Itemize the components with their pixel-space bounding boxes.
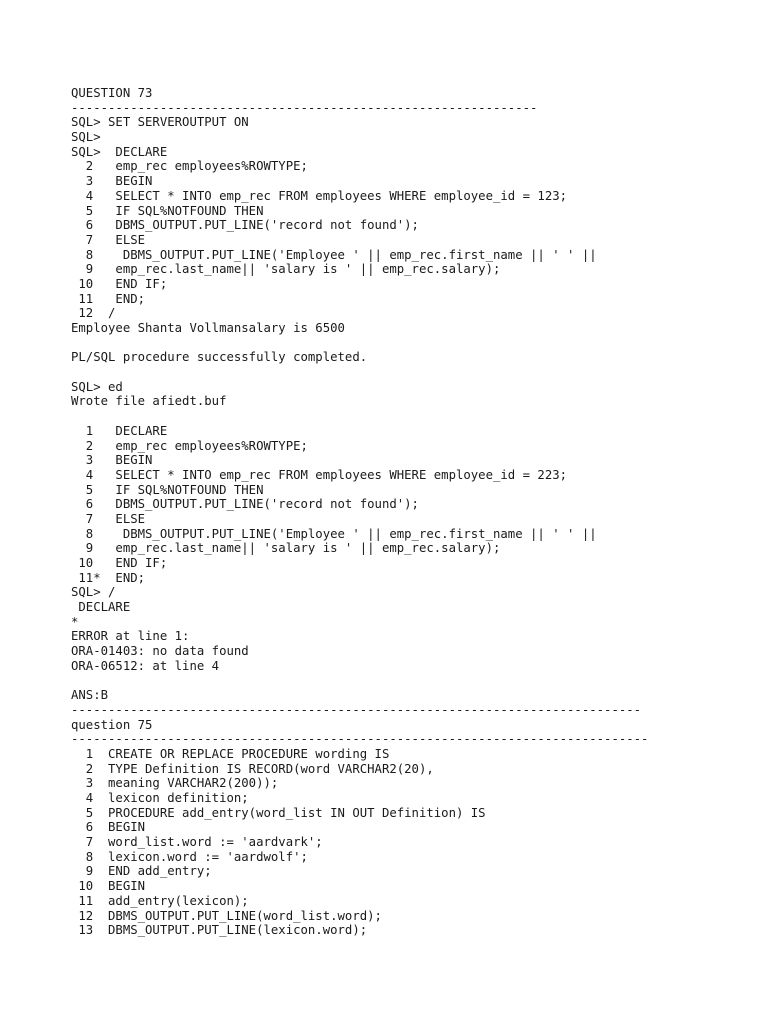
blank-line xyxy=(71,674,761,689)
text-line: Employee Shanta Vollmansalary is 6500 xyxy=(71,321,345,335)
text-line: 8 DBMS_OUTPUT.PUT_LINE('Employee ' || emp_rec.first_name || ' ' || xyxy=(71,247,597,262)
text-line: 11 add_entry(lexicon); xyxy=(71,893,249,908)
text-line: ANS:B xyxy=(71,688,109,703)
text-line: 9 emp_rec.last_name|| 'salary is ' || emp_rec.salary); xyxy=(71,541,501,556)
text-line: 11 END; xyxy=(71,291,146,306)
text-line: 5 IF SQL%NOTFOUND THEN xyxy=(71,482,264,497)
text-line: QUESTION 73 xyxy=(71,86,153,100)
text-line: --------------------------------------------------------------- xyxy=(71,100,538,115)
text-line: SQL> DECLARE xyxy=(71,144,168,159)
text-line: 7 ELSE xyxy=(71,511,146,526)
text-line: 1 CREATE OR REPLACE PROCEDURE wording IS xyxy=(71,746,390,761)
text-line: ----------------------------------------------------------------------------- xyxy=(71,702,642,717)
text-line: 6 DBMS_OUTPUT.PUT_LINE('record not found'); xyxy=(71,497,419,512)
text-line: 5 PROCEDURE add_entry(word_list IN OUT Definition) IS xyxy=(71,805,486,820)
text-line: ORA-01403: no data found xyxy=(71,644,249,659)
text-line: 10 BEGIN xyxy=(71,879,146,894)
text-line: 12 / xyxy=(71,306,116,321)
text-line: ERROR at line 1: xyxy=(71,629,190,644)
text-line: 2 TYPE Definition IS RECORD(word VARCHAR2(20), xyxy=(71,761,434,776)
text-line: 3 BEGIN xyxy=(71,174,153,189)
text-line: ------------------------------------------------------------------------------ xyxy=(71,732,649,747)
text-line: 10 END IF; xyxy=(71,556,168,570)
text-line: 8 lexicon.word := 'aardwolf'; xyxy=(71,849,308,864)
text-line: Wrote file afiedt.buf xyxy=(71,394,227,409)
blank-line xyxy=(71,409,761,424)
text-line: 4 SELECT * INTO emp_rec FROM employees WHERE employee_id = 223; xyxy=(71,467,568,482)
blank-line xyxy=(71,365,761,380)
text-line: 2 emp_rec employees%ROWTYPE; xyxy=(71,438,308,453)
text-line: 7 ELSE xyxy=(71,232,146,247)
text-line: 4 SELECT * INTO emp_rec FROM employees WHERE employee_id = 123; xyxy=(71,188,568,203)
text-line: 11* END; xyxy=(71,570,146,585)
text-line: 3 meaning VARCHAR2(200)); xyxy=(71,776,279,791)
text-line: PL/SQL procedure successfully completed. xyxy=(71,350,368,365)
document-text xyxy=(71,86,761,938)
text-line: 6 DBMS_OUTPUT.PUT_LINE('record not found'); xyxy=(71,218,419,233)
text-line: 9 END add_entry; xyxy=(71,864,212,879)
text-line: 1 DECLARE xyxy=(71,423,168,438)
text-line: 2 emp_rec employees%ROWTYPE; xyxy=(71,159,308,174)
text-line: SQL> / xyxy=(71,585,116,600)
text-line: SQL> ed xyxy=(71,379,123,394)
text-line: 8 DBMS_OUTPUT.PUT_LINE('Employee ' || emp_rec.first_name || ' ' || xyxy=(71,526,597,541)
text-line: 7 word_list.word := 'aardvark'; xyxy=(71,835,323,850)
text-line: 10 END IF; xyxy=(71,276,168,291)
text-line: question 75 xyxy=(71,717,153,732)
text-line: 6 BEGIN xyxy=(71,820,146,835)
text-line: 9 emp_rec.last_name|| 'salary is ' || emp_rec.salary); xyxy=(71,262,501,277)
text-line: 13 DBMS_OUTPUT.PUT_LINE(lexicon.word); xyxy=(71,923,368,938)
text-line: SQL> xyxy=(71,130,101,145)
text-line: 4 lexicon definition; xyxy=(71,791,249,805)
text-line: SQL> SET SERVEROUTPUT ON xyxy=(71,115,249,130)
text-line: DECLARE xyxy=(71,600,131,615)
text-line: 12 DBMS_OUTPUT.PUT_LINE(word_list.word); xyxy=(71,908,382,923)
blank-line xyxy=(71,336,761,351)
text-line: ORA-06512: at line 4 xyxy=(71,658,220,673)
text-line: 5 IF SQL%NOTFOUND THEN xyxy=(71,203,264,218)
text-line: * xyxy=(71,614,79,629)
text-line: 3 BEGIN xyxy=(71,453,153,468)
